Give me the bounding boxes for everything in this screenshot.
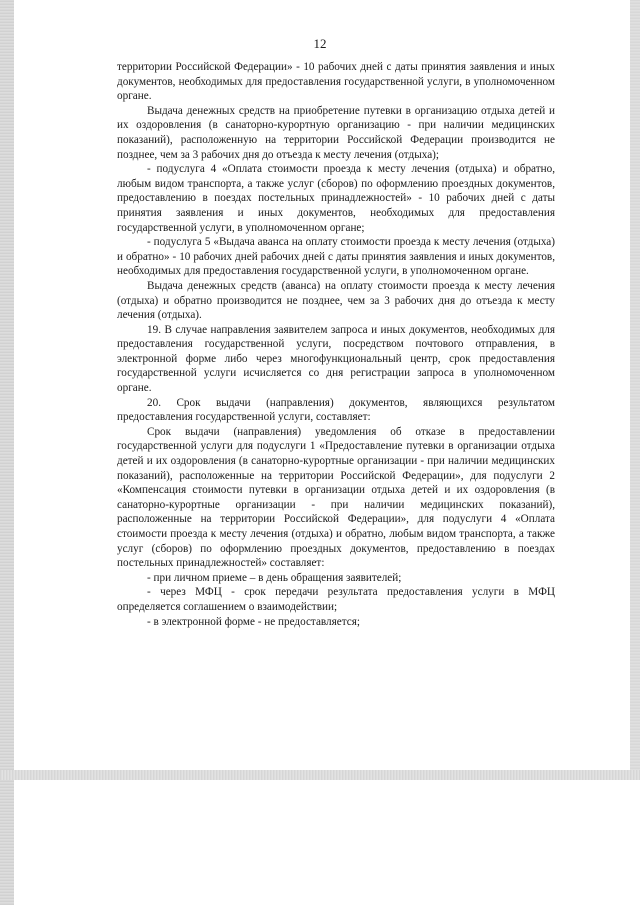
paragraph: - в электронной форме - не предоставляется; bbox=[147, 615, 360, 628]
paragraph: Срок выдачи (направления) уведомления об отказе в предоставлении государственной услуги для подуслуги 1 «Предоставление путевки в организации отдыха детей и их оздоровления (в санаторно-курортные организации - при наличии медицинских показаний), расположенные на территории Российской Федерации», для подуслуги 2 «Компенсация стоимости путевки в организации отдыха детей и их оздоровления (в санаторно-курортные организации - при наличии медицинских показаний), расположенные на территории Российской Федерации», для подуслуги 4 «Оплата стоимости проезда к месту лечения (отдыха) и обратно, любым видом транспорта, а также услуг (сборов) по оформлению проездных документов, предоставлению в поездах постельных принадлежностей» составляет: bbox=[117, 425, 555, 570]
paragraph: - подуслуга 4 «Оплата стоимости проезда к месту лечения (отдыха) и обратно, любым видом транспорта, а также услуг (сборов) по оформлению проездных документов, предоставлению в поездах постельных принадлежностей» - 10 рабочих дней с даты принятия заявления и иных документов, необходимых для предоставления государственной услуги, в уполномоченном органе; bbox=[117, 163, 555, 234]
document-body bbox=[117, 60, 555, 629]
paragraph: 19. В случае направления заявителем запроса и иных документов, необходимых для предоставления государственной услуги, посредством почтового отправления, в электронной форме либо через многофункциональный центр, срок предоставления государственной услуги исчисляется со дня регистрации запроса в уполномоченном органе. bbox=[117, 323, 555, 395]
paragraph: - подуслуга 5 «Выдача аванса на оплату стоимости проезда к месту лечения (отдыха) и обратно» - 10 рабочих дней рабочих дней с даты принятия заявления и иных документов, необходимых для предоставления государственной услуги, в уполномоченном органе. bbox=[117, 236, 555, 278]
scan-right-edge bbox=[630, 0, 640, 778]
paragraph: 20. Срок выдачи (направления) документов, являющихся результатом предоставления государственной услуги, составляет: bbox=[117, 396, 555, 424]
paragraph: - через МФЦ - срок передачи результата предоставления услуги в МФЦ определяется соглашением о взаимодействии; bbox=[117, 586, 555, 613]
paragraph: Выдача денежных средств (аванса) на оплату стоимости проезда к месту лечения (отдыха) и обратно производится не позднее, чем за 3 рабочих дня до отъезда к месту лечения (отдыха). bbox=[117, 279, 555, 322]
paragraph: - при личном приеме – в день обращения заявителей; bbox=[147, 571, 402, 584]
scan-bottom-edge bbox=[0, 770, 640, 780]
page-number: 12 bbox=[313, 36, 327, 51]
paragraph: территории Российской Федерации» - 10 рабочих дней с даты принятия заявления и иных документов, необходимых для предоставления государственной услуги, в уполномоченном органе. bbox=[117, 61, 555, 103]
paragraph: Выдача денежных средств на приобретение путевки в организацию отдыха детей и их оздоровления (в санаторно-курортную организацию - при наличии медицинских показаний), расположенную на территории Российской Федерации производится не позднее, чем за 3 рабочих дня до отъезда к месту лечения (отдыха); bbox=[117, 104, 555, 161]
